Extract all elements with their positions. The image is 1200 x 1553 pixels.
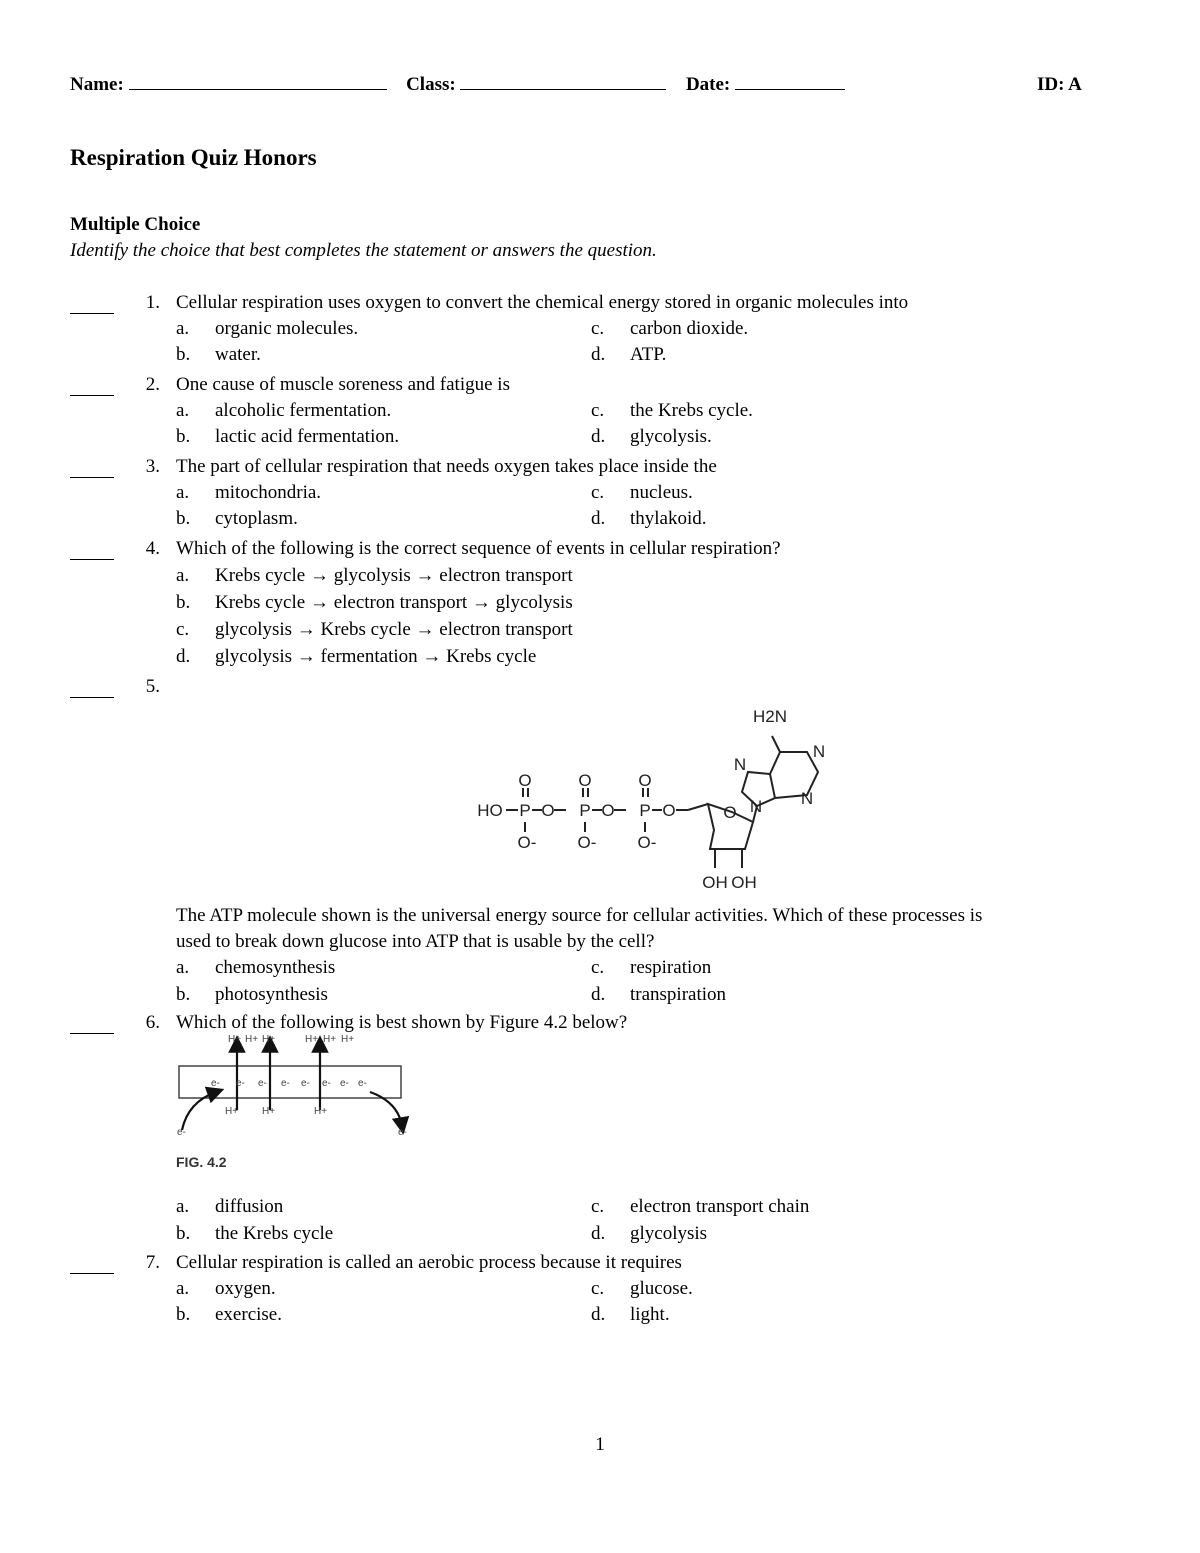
h-plus-label: H+: [262, 1034, 276, 1045]
choice-text: photosynthesis: [215, 984, 328, 1005]
question-4: [0, 536, 1200, 670]
h-plus-label: H+: [228, 1034, 242, 1045]
choice-text: glycolysis.: [630, 426, 712, 447]
section-instructions: Identify the choice that best completes the statement or answers the question.: [70, 240, 657, 261]
choice-letter: b.: [176, 1304, 191, 1325]
h-plus-label: H+: [262, 1106, 276, 1117]
question-stem: Cellular respiration is called an aerobic process because it requires: [176, 1252, 682, 1273]
class-field[interactable]: [460, 75, 666, 90]
choice-letter: a.: [176, 1278, 190, 1299]
atp-p-label: P: [579, 801, 591, 820]
choice-letter: d.: [591, 426, 606, 447]
choice-text: glycolysis → Krebs cycle → electron transport: [215, 619, 573, 640]
class-label: Class:: [406, 74, 456, 95]
date-field[interactable]: [735, 75, 845, 90]
e-minus-label: e-: [236, 1078, 245, 1089]
choice-letter: b.: [176, 508, 191, 529]
answer-blank[interactable]: [70, 395, 114, 396]
question-1: [0, 290, 1200, 370]
choice-text: water.: [215, 344, 261, 365]
choice-letter: a.: [176, 318, 190, 339]
choice-letter: b.: [176, 426, 191, 447]
atp-oh-label: OH: [731, 873, 757, 892]
question-number: 1.: [145, 292, 160, 313]
atp-o-label: O: [518, 771, 532, 790]
question-stem: Which of the following is best shown by Figure 4.2 below?: [176, 1012, 628, 1033]
e-minus-label: e-: [340, 1078, 349, 1089]
choice-letter: a.: [176, 1196, 190, 1217]
e-minus-label: e-: [281, 1078, 290, 1089]
atp-molecule-figure: [470, 694, 850, 899]
question-number: 5.: [145, 676, 160, 697]
question-2: [0, 372, 1200, 452]
h-plus-label: H+: [341, 1034, 355, 1045]
fig-4-2-figure: [170, 1030, 420, 1180]
atp-p-label: P: [519, 801, 531, 820]
choice-text: cytoplasm.: [215, 508, 298, 529]
question-number: 4.: [145, 538, 160, 559]
choice-letter: c.: [591, 957, 605, 978]
question-7: [0, 1250, 1200, 1330]
choice-text: electron transport chain: [630, 1196, 810, 1217]
choice-text: glucose.: [630, 1278, 693, 1299]
page-title: Respiration Quiz Honors: [70, 145, 317, 170]
e-minus-label: e-: [322, 1078, 331, 1089]
choice-text: lactic acid fermentation.: [215, 426, 400, 447]
question-5: [0, 674, 1200, 1014]
choice-letter: d.: [591, 984, 606, 1005]
question-number: 2.: [145, 374, 160, 395]
choice-text: respiration: [630, 957, 712, 978]
choice-letter: d.: [591, 1304, 606, 1325]
e-minus-label: e-: [358, 1078, 367, 1089]
choice-letter: b.: [176, 592, 191, 613]
choice-letter: c.: [591, 1196, 605, 1217]
choice-letter: b.: [176, 984, 191, 1005]
question-stem: One cause of muscle soreness and fatigue is: [176, 374, 510, 395]
choice-letter: d.: [591, 344, 606, 365]
choice-text: glycolysis: [630, 1223, 708, 1244]
choice-text: organic molecules.: [215, 318, 359, 339]
choice-text: exercise.: [215, 1304, 282, 1325]
atp-o-label: O: [578, 771, 592, 790]
choice-letter: c.: [591, 318, 605, 339]
choice-text: carbon dioxide.: [630, 318, 749, 339]
question-stem: Cellular respiration uses oxygen to convert the chemical energy stored in organic molecules into: [176, 292, 909, 313]
question-number: 6.: [145, 1012, 160, 1033]
choice-letter: a.: [176, 957, 190, 978]
question-stem: The part of cellular respiration that needs oxygen takes place inside the: [176, 456, 717, 477]
answer-blank[interactable]: [70, 559, 114, 560]
choice-letter: c.: [591, 400, 605, 421]
choice-letter: d.: [591, 508, 606, 529]
choice-text: thylakoid.: [630, 508, 707, 529]
atp-n-label: N: [812, 742, 826, 761]
e-minus-label: e-: [258, 1078, 267, 1089]
fig-4-2-label: FIG. 4.2: [176, 1154, 227, 1170]
name-field[interactable]: [129, 75, 387, 90]
h-plus-label: H+: [225, 1106, 239, 1117]
choice-letter: c.: [591, 482, 605, 503]
id-label: ID: A: [1037, 74, 1082, 95]
page-number: 1: [595, 1434, 605, 1455]
answer-blank[interactable]: [70, 1033, 114, 1034]
choice-text: Krebs cycle → glycolysis → electron transport: [215, 565, 573, 586]
choice-text: nucleus.: [630, 482, 693, 503]
answer-blank[interactable]: [70, 313, 114, 314]
atp-o-label: O: [541, 801, 555, 820]
choice-text: transpiration: [630, 984, 727, 1005]
choice-text: the Krebs cycle: [215, 1223, 334, 1244]
choice-letter: b.: [176, 344, 191, 365]
question-stem-line-2: used to break down glucose into ATP that is usable by the cell?: [176, 931, 655, 952]
date-label: Date:: [685, 74, 731, 95]
atp-n-label: N: [800, 789, 814, 808]
atp-oh-label: OH: [702, 873, 728, 892]
name-label: Name:: [70, 74, 124, 95]
choice-letter: c.: [591, 1278, 605, 1299]
question-3: [0, 454, 1200, 534]
h-plus-label: H+: [314, 1106, 328, 1117]
atp-o-minus-label: O-: [637, 833, 657, 852]
h-plus-label: H+: [305, 1034, 319, 1045]
choice-letter: c.: [176, 619, 190, 640]
answer-blank[interactable]: [70, 477, 114, 478]
choice-text: chemosynthesis: [215, 957, 336, 978]
atp-o-label: O: [662, 801, 676, 820]
answer-blank[interactable]: [70, 1273, 114, 1274]
atp-ring-o-label: O: [723, 803, 737, 822]
question-number: 7.: [145, 1252, 160, 1273]
choice-text: the Krebs cycle.: [630, 400, 753, 421]
choice-letter: b.: [176, 1223, 191, 1244]
choice-letter: a.: [176, 400, 190, 421]
choice-letter: a.: [176, 565, 190, 586]
e-minus-label: e-: [301, 1078, 310, 1089]
e-minus-label: e-: [177, 1127, 186, 1138]
choice-text: Krebs cycle → electron transport → glycolysis: [215, 592, 573, 613]
atp-o-label: O: [638, 771, 652, 790]
choice-text: glycolysis → fermentation → Krebs cycle: [215, 646, 537, 667]
choice-text: diffusion: [215, 1196, 284, 1217]
h-plus-label: H+: [323, 1034, 337, 1045]
atp-n-label: N: [749, 797, 763, 816]
section-heading: Multiple Choice: [70, 214, 201, 235]
choice-text: oxygen.: [215, 1278, 276, 1299]
h-plus-label: H+: [245, 1034, 259, 1045]
atp-h2n-label: H2N: [752, 707, 788, 726]
choice-text: alcoholic fermentation.: [215, 400, 392, 421]
choice-text: light.: [630, 1304, 670, 1325]
atp-n-label: N: [733, 755, 747, 774]
atp-ho-label: HO: [477, 801, 503, 820]
choice-letter: a.: [176, 482, 190, 503]
answer-blank[interactable]: [70, 697, 114, 698]
e-minus-label: e-: [398, 1127, 407, 1138]
choice-text: mitochondria.: [215, 482, 322, 503]
e-minus-label: e-: [211, 1078, 220, 1089]
atp-o-label: O: [601, 801, 615, 820]
question-number: 3.: [145, 456, 160, 477]
atp-o-minus-label: O-: [577, 833, 597, 852]
atp-p-label: P: [639, 801, 651, 820]
question-stem: Which of the following is the correct sequence of events in cellular respiration?: [176, 538, 781, 559]
choice-text: ATP.: [630, 344, 667, 365]
choice-letter: d.: [176, 646, 191, 667]
atp-o-minus-label: O-: [517, 833, 537, 852]
choice-letter: d.: [591, 1223, 606, 1244]
question-6: [0, 1010, 1200, 1248]
question-stem-line-1: The ATP molecule shown is the universal energy source for cellular activities. Which of these processes is: [176, 905, 983, 926]
header-row: [70, 74, 845, 96]
